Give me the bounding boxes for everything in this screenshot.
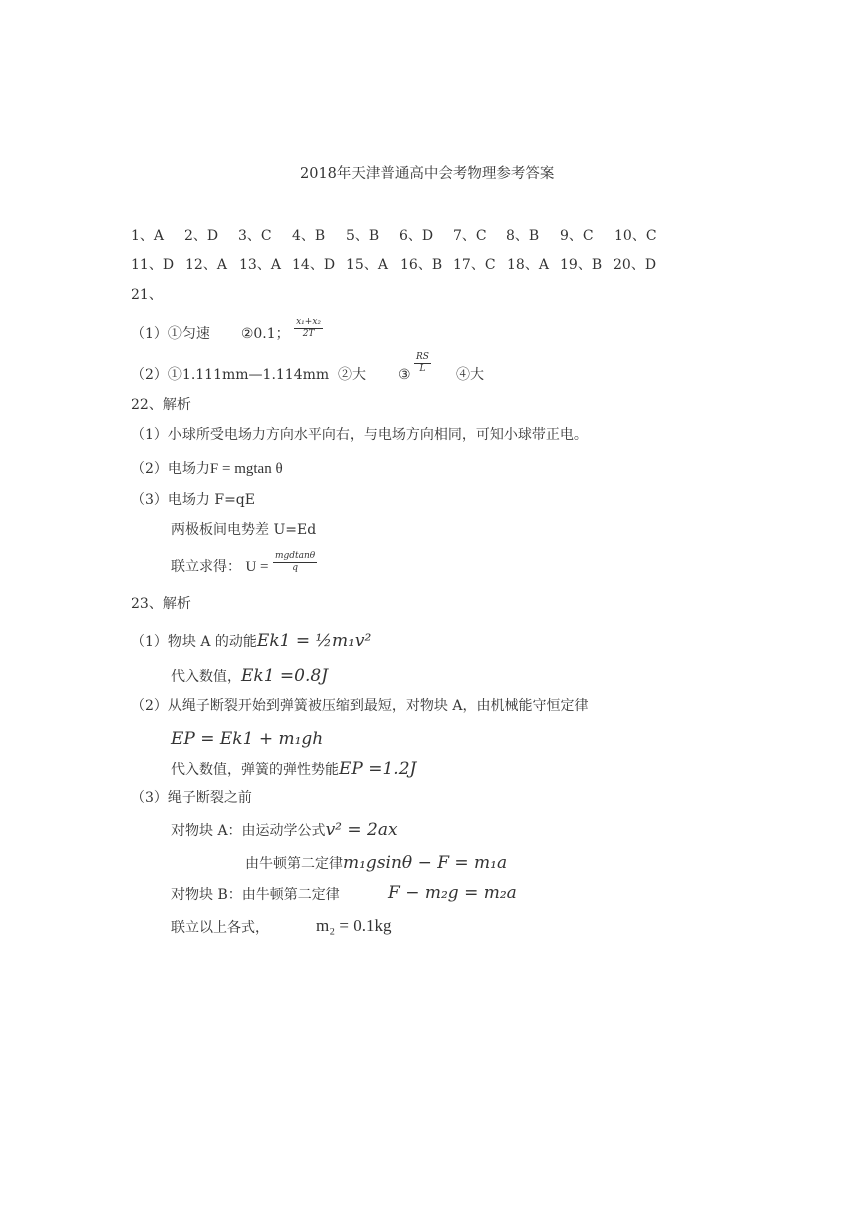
q21-fraction-rs: [414, 352, 431, 375]
q23-part2-result: EP =1.2J: [339, 759, 417, 779]
q23-part3-line2: [171, 821, 398, 840]
choice-answer: 14、D: [292, 257, 336, 273]
fraction-denominator: q: [292, 562, 298, 573]
q23-kinematics-formula: v² = 2ax: [325, 820, 398, 840]
q21-part1-answer1: （1）①匀速: [131, 326, 210, 342]
q22-part3: （3）电场力 F=qE: [131, 492, 255, 508]
q23-part2: （2）从绳子断裂开始到弹簧被压缩到最短，对物块 A，由机械能守恒定律: [131, 698, 589, 714]
choice-answer: 17、C: [453, 257, 496, 273]
q23-part3: （3）绳子断裂之前: [131, 790, 252, 806]
q21-part2-answer4: ④大: [456, 367, 484, 383]
q23-part1-result: Ek1 =0.8J: [241, 666, 329, 686]
fraction-numerator: mgdtanθ: [274, 550, 316, 561]
page-title: 2018年天津普通高中会考物理参考答案: [300, 166, 555, 182]
q22-fraction: [273, 551, 317, 574]
q22-part2: [131, 460, 283, 478]
choice-answer: 15、A: [346, 257, 388, 273]
choice-answer: 5、B: [346, 228, 380, 244]
q23-part3-line3: [245, 854, 507, 873]
fraction-denominator: 2T: [302, 328, 315, 339]
q22-part3-line3: [171, 550, 317, 576]
q22-part3-lhs: U =: [245, 559, 269, 575]
q23-kinetic-formula: Ek1 = ½m₁v²: [256, 631, 372, 651]
q23-newton-a-formula: m₁gsinθ − F = m₁a: [343, 853, 508, 873]
choice-answer: 2、D: [184, 228, 219, 244]
q22-part1: （1）小球所受电场力方向水平向右，与电场方向相同，可知小球带正电。: [131, 427, 588, 443]
q23-part3-line4: 对物块 B：由牛顿第二定律: [171, 887, 340, 903]
question-22-label: 22、解析: [131, 397, 191, 413]
choice-answer: 10、C: [614, 228, 657, 244]
q23-newton-b-formula: F − m₂g = m₂a: [388, 883, 517, 903]
choice-answer: 18、A: [507, 257, 549, 273]
q23-energy-formula: EP = Ek1 + m₁gh: [171, 729, 324, 749]
choice-answer: 11、D: [131, 257, 175, 273]
q21-part1: [131, 316, 323, 343]
q23-part3-line2-text: 对物块 A：由运动学公式: [171, 823, 326, 839]
fraction-numerator: x₁+x₂: [296, 316, 322, 327]
choice-answer: 6、D: [399, 228, 434, 244]
q23-part2-line3: [171, 760, 416, 779]
choice-answer: 8、B: [506, 228, 540, 244]
question-21-label: 21、: [131, 287, 163, 303]
choice-answer: 1、A: [131, 228, 165, 244]
q23-part1-line2: [171, 667, 328, 686]
choice-answer: 7、C: [453, 228, 487, 244]
q21-fraction: [294, 317, 323, 340]
choice-answer: 9、C: [560, 228, 594, 244]
question-23-label: 23、解析: [131, 596, 191, 612]
q22-formula: F = mgtan θ: [209, 461, 283, 477]
q23-final-answer: m₂ = 0.1kg: [316, 916, 392, 935]
q21-part2-answer1: （2）①1.111mm—1.114mm: [131, 367, 330, 383]
q21-part2: [131, 366, 329, 384]
q23-part3-line5: 联立以上各式，: [171, 920, 269, 936]
q21-part2-answer2: ②大: [338, 367, 366, 383]
q21-part1-answer2: ②0.1；: [240, 326, 290, 342]
q22-part2-text: （2）电场力: [131, 461, 210, 477]
q23-part1-text: （1）物块 A 的动能: [131, 634, 257, 650]
choice-answer: 16、B: [400, 257, 443, 273]
q22-part3-prefix: 联立求得：: [171, 559, 241, 575]
q23-part1: [131, 632, 371, 651]
q23-part1-line2-text: 代入数值，: [171, 669, 241, 685]
choice-answer: 13、A: [239, 257, 281, 273]
choice-answer: 12、A: [185, 257, 227, 273]
choice-answer: 3、C: [238, 228, 272, 244]
fraction-denominator: L: [419, 364, 426, 374]
q21-part2-answer3: ③: [398, 367, 411, 383]
choice-answer: 19、B: [560, 257, 603, 273]
q23-part3-line3-text: 由牛顿第二定律: [245, 856, 343, 872]
choice-answer: 20、D: [613, 257, 657, 273]
q22-part3-line2: 两极板间电势差 U=Ed: [171, 522, 317, 538]
fraction-numerator: RS: [416, 352, 429, 362]
choice-answer: 4、B: [292, 228, 326, 244]
q23-part2-line3-text: 代入数值，弹簧的弹性势能: [171, 762, 339, 778]
